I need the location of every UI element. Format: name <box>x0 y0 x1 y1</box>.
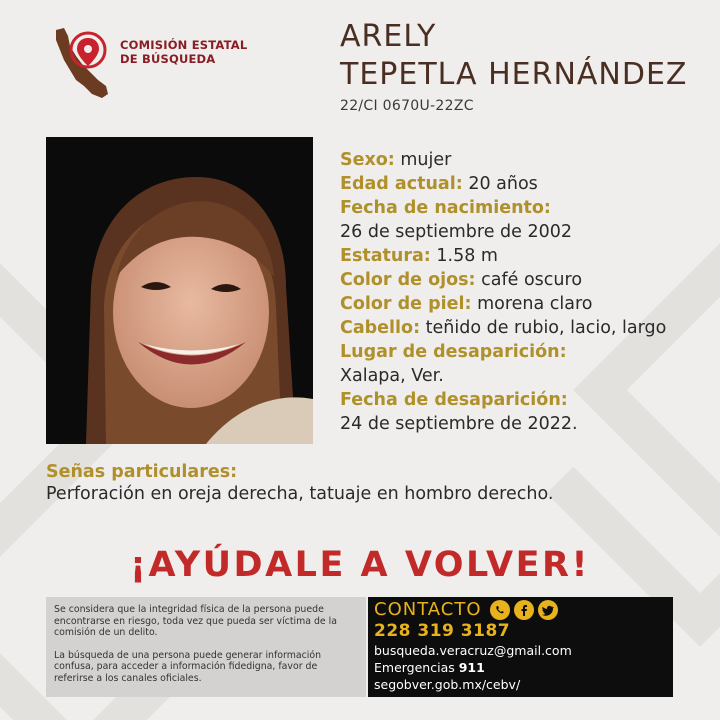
detail-value: café oscuro <box>481 270 583 290</box>
agency-name-line2: DE BÚSQUEDA <box>120 52 216 66</box>
distinguishing-marks <box>46 462 686 506</box>
detail-edad <box>340 172 715 196</box>
detail-fecha-nacimiento-label <box>340 196 715 220</box>
agency-name-line1: COMISIÓN ESTATAL <box>120 38 248 52</box>
detail-label: Color de piel: <box>340 294 472 314</box>
detail-value: teñido de rubio, lacio, largo <box>425 318 667 338</box>
person-photo <box>46 137 313 444</box>
detail-ojos <box>340 268 715 292</box>
help-title: ¡AYÚDALE A VOLVER! <box>130 545 590 585</box>
detail-label: Cabello: <box>340 318 421 338</box>
contact-header <box>374 599 667 620</box>
detail-label: Edad actual: <box>340 174 463 194</box>
twitter-icon[interactable] <box>538 600 558 620</box>
detail-label: Lugar de desaparición: <box>340 342 567 362</box>
detail-sexo <box>340 148 715 172</box>
senas-label: Señas particulares: <box>46 462 238 482</box>
emergency-number[interactable]: 911 <box>458 660 485 675</box>
detail-label: Color de ojos: <box>340 270 476 290</box>
senas-value: Perforación en oreja derecha, tatuaje en hombro derecho. <box>46 484 554 504</box>
contact-title: CONTACTO <box>374 599 482 620</box>
detail-cabello <box>340 316 715 340</box>
detail-fecha-nacimiento-value <box>340 220 715 244</box>
facebook-icon[interactable] <box>514 600 534 620</box>
person-details <box>340 148 715 436</box>
person-name-block <box>340 18 710 114</box>
whatsapp-icon[interactable] <box>490 600 510 620</box>
disclaimer-paragraph-1: Se considera que la integridad física de la persona puede encontrarse en riesgo, toda vez que pueda ser víctima de la comisión de un delito. <box>54 604 338 638</box>
detail-label: Fecha de desaparición: <box>340 390 568 410</box>
detail-fecha-desaparicion-label <box>340 388 715 412</box>
detail-lugar-label <box>340 340 715 364</box>
detail-label: Estatura: <box>340 246 431 266</box>
detail-estatura <box>340 244 715 268</box>
contact-phone[interactable]: 228 319 3187 <box>374 621 511 641</box>
detail-label: Sexo: <box>340 150 395 170</box>
detail-fecha-desaparicion-value <box>340 412 715 436</box>
last-names: TEPETLA HERNÁNDEZ <box>340 57 688 92</box>
disclaimer-box <box>46 597 366 697</box>
detail-value: mujer <box>400 150 452 170</box>
agency-name <box>120 38 247 66</box>
detail-value: morena claro <box>477 294 593 314</box>
detail-value: Xalapa, Ver. <box>340 366 444 386</box>
veracruz-map-pin-icon <box>48 24 118 104</box>
detail-value: 1.58 m <box>436 246 498 266</box>
portrait-image <box>46 137 313 444</box>
detail-value: 24 de septiembre de 2022. <box>340 414 578 434</box>
disclaimer-paragraph-2: La búsqueda de una persona puede generar información confusa, para acceder a información fidedigna, favor de referirse a los canales oficiales. <box>54 649 322 684</box>
detail-lugar-value <box>340 364 715 388</box>
detail-label: Fecha de nacimiento: <box>340 198 551 218</box>
agency-logo <box>48 24 258 104</box>
contact-box <box>368 597 673 697</box>
detail-piel <box>340 292 715 316</box>
case-id: 22/CI 0670U-22ZC <box>340 98 474 114</box>
contact-email[interactable]: busqueda.veracruz@gmail.com <box>374 643 572 658</box>
contact-emergency <box>374 659 667 676</box>
detail-value: 20 años <box>468 174 538 194</box>
emergency-label: Emergencias <box>374 660 455 675</box>
contact-website[interactable]: segobver.gob.mx/cebv/ <box>374 677 521 692</box>
first-name: ARELY <box>340 19 437 54</box>
detail-value: 26 de septiembre de 2002 <box>340 222 573 242</box>
